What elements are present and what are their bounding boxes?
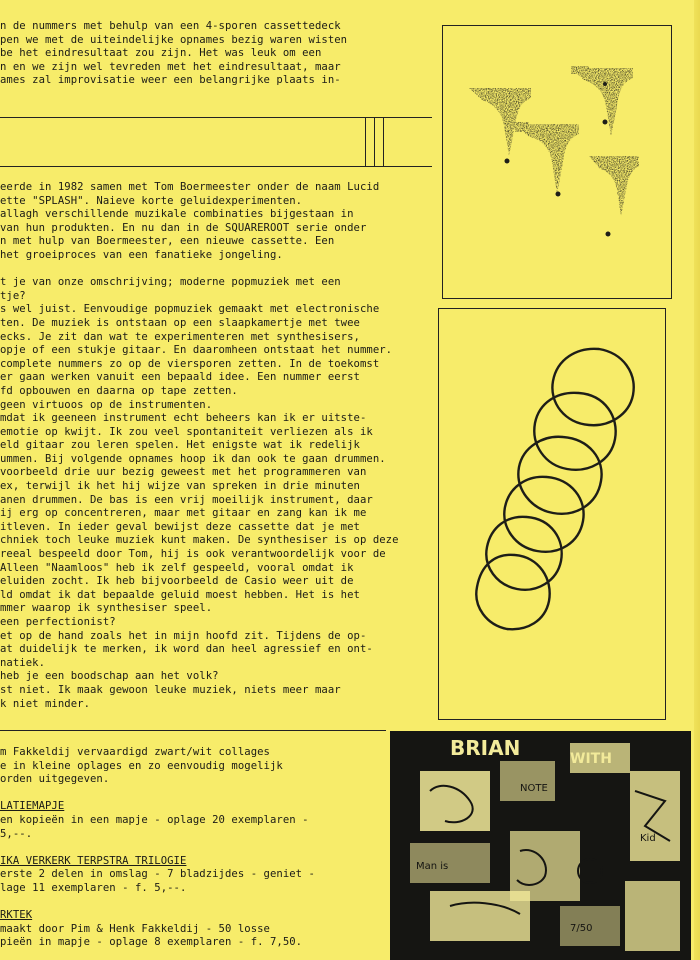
text-line: n en we zijn wel tevreden met het eindresultaat, maar bbox=[0, 60, 341, 73]
drawn-circle-1 bbox=[552, 349, 633, 425]
divider-top-line bbox=[0, 117, 432, 118]
drawn-circle-3 bbox=[518, 437, 601, 514]
text-line: ij erg op concentreren, maar met gitaar en zang kan ik me bbox=[0, 507, 367, 520]
collage-patch bbox=[500, 761, 555, 801]
text-line: het groeiproces van een fanatieke jongeling. bbox=[0, 248, 283, 261]
text-line: maakt door Pim & Henk Fakkeldij - 50 losse bbox=[0, 922, 270, 935]
text-line: van hun produkten. En nu dan in de SQUAREROOT serie onder bbox=[0, 221, 367, 234]
paper-edge bbox=[694, 0, 700, 960]
text-line: st niet. Ik maak gewoon leuke muziek, niets meer maar bbox=[0, 683, 341, 696]
text-line: s wel juist. Eenvoudige popmuziek gemaakt met electronische bbox=[0, 303, 380, 316]
text-line: ummen. Bij volgende opnames hoop ik dan ook te gaan drummen. bbox=[0, 452, 386, 465]
collage-patch bbox=[630, 771, 680, 861]
text-line: n met hulp van Boermeester, een nieuwe cassette. Een bbox=[0, 235, 335, 248]
text-line: e in kleine oplages en zo eenvoudig mogelijk bbox=[0, 759, 283, 772]
text-line: t je van onze omschrijving; moderne popmuziek met een bbox=[0, 276, 341, 289]
text-line: natiek. bbox=[0, 656, 45, 669]
text-line: fd opbouwen en daarna op tape zetten. bbox=[0, 384, 238, 397]
text-line: 5,--. bbox=[0, 827, 33, 840]
text-line: n de nummers met behulp van een 4-sporen cassettedeck bbox=[0, 20, 341, 32]
text-line: ex, terwijl ik het hij wijze van spreken in drie minuten bbox=[0, 480, 360, 493]
text-line bbox=[0, 841, 390, 855]
drawn-circle-2 bbox=[534, 393, 615, 470]
text-line: opje of een stukje gitaar. En daaromheen ontstaat het nummer. bbox=[0, 344, 393, 357]
text-line: pen we met de uiteindelijke opnames bezig waren wisten bbox=[0, 33, 348, 46]
intro-paragraph bbox=[0, 20, 432, 88]
text-line: en kopieën in een mapje - oplage 20 exemplaren - bbox=[0, 813, 309, 826]
circles-artwork bbox=[439, 309, 665, 719]
ink-dot bbox=[606, 232, 611, 237]
text-line: ecks. Je zit dan wat te experimenteren met synthesisers, bbox=[0, 330, 360, 343]
drawn-circle-6 bbox=[476, 555, 549, 629]
artwork-frame-stamps bbox=[442, 25, 672, 299]
text-line: pieën in mapje - oplage 8 exemplaren - f. 7,50. bbox=[0, 936, 303, 949]
collage-image bbox=[390, 731, 691, 960]
text-line: reeal bespeeld door Tom, hij is ook verantwoordelijk voor de bbox=[0, 548, 386, 561]
text-line: et op de hand zoals het in mijn hoofd zit. Tijdens de op- bbox=[0, 629, 367, 642]
text-line bbox=[0, 263, 432, 277]
text-line: heb je een boodschap aan het volk? bbox=[0, 670, 219, 683]
text-line: at duidelijk te merken, ik word dan heel agressief en ont- bbox=[0, 643, 373, 656]
text-line: anen drummen. De bas is een vrij moeilijk instrument, daar bbox=[0, 493, 373, 506]
text-line: IKA VERKERK TERPSTRA TRILOGIE bbox=[0, 854, 187, 867]
text-line: eluiden zocht. Ik heb bijvoorbeeld de Casio weer uit de bbox=[0, 575, 354, 588]
text-line: ames zal improvisatie weer een belangrijke plaats in- bbox=[0, 74, 341, 87]
collage-word: BRIAN bbox=[450, 736, 521, 760]
text-line bbox=[0, 787, 390, 801]
text-line: geen virtuoos op de instrumenten. bbox=[0, 398, 213, 411]
stamp-shape-3 bbox=[515, 124, 579, 194]
collage-word: Man is bbox=[416, 861, 449, 872]
text-line: ten. De muziek is ontstaan op een slaapkamertje met twee bbox=[0, 316, 360, 329]
text-line: eld gitaar zou leren spelen. Het enigste wat ik redelijk bbox=[0, 439, 360, 452]
stamp-shape-2 bbox=[571, 68, 633, 136]
ink-dot bbox=[603, 120, 608, 125]
text-line: tje? bbox=[0, 289, 26, 302]
collage-artwork bbox=[390, 731, 691, 960]
text-line: orden uitgegeven. bbox=[0, 773, 110, 786]
collage-word: 7/50 bbox=[570, 923, 593, 934]
collage-word: WITH bbox=[570, 751, 612, 767]
text-line: k niet minder. bbox=[0, 697, 90, 710]
artwork-frame-circles bbox=[438, 308, 666, 720]
stamp-artwork bbox=[443, 26, 671, 298]
ink-dot bbox=[505, 159, 510, 164]
text-line: er gaan werken vanuit een bepaald idee. Een nummer eerst bbox=[0, 371, 360, 384]
text-line: ette "SPLASH". Naieve korte geluidexperimenten. bbox=[0, 194, 303, 207]
text-line: complete nummers zo op de viersporen zetten. In de toekomst bbox=[0, 357, 380, 370]
text-line: RKTEK bbox=[0, 909, 33, 922]
stamp-block bbox=[571, 66, 589, 74]
drawn-circle-5 bbox=[486, 517, 561, 590]
ink-dot bbox=[603, 82, 607, 86]
collages-paragraph bbox=[0, 746, 390, 950]
text-line: lage 11 exemplaren - f. 5,--. bbox=[0, 881, 187, 894]
divider-bar-2 bbox=[374, 117, 375, 166]
text-line: mdat ik geeneen instrument echt beheers kan ik er uitste- bbox=[0, 412, 367, 425]
text-line bbox=[0, 896, 390, 910]
drawn-circle-4 bbox=[504, 477, 583, 552]
text-line: m Fakkeldij vervaardigd zwart/wit collages bbox=[0, 746, 270, 758]
text-line: be het eindresultaat zou zijn. Het was leuk om een bbox=[0, 47, 322, 60]
stamp-block bbox=[515, 122, 529, 132]
text-line: LATIEMAPJE bbox=[0, 800, 65, 813]
text-line: itleven. In ieder geval bewijst deze cassette dat je met bbox=[0, 520, 360, 533]
text-line: emotie op kwijt. Ik zou veel spontaniteit verliezen als ik bbox=[0, 425, 373, 438]
text-line: mmer waarop ik synthesiser speel. bbox=[0, 602, 213, 615]
section-divider bbox=[0, 730, 386, 731]
text-line: eerde in 1982 samen met Tom Boermeester onder de naam Lucid bbox=[0, 181, 380, 193]
text-line: erste 2 delen in omslag - 7 bladzijdes - geniet - bbox=[0, 868, 315, 881]
text-line: een perfectionist? bbox=[0, 616, 116, 628]
text-line: allagh verschillende muzikale combinaties bijgestaan in bbox=[0, 208, 354, 221]
text-line: voorbeeld drie uur bezig geweest met het programmeren van bbox=[0, 466, 367, 479]
divider-bar-1 bbox=[365, 117, 366, 166]
divider-bottom-line bbox=[0, 166, 432, 167]
collage-word: NOTE bbox=[520, 783, 548, 794]
collage-word: Kid bbox=[640, 833, 656, 844]
ink-dot bbox=[556, 192, 561, 197]
collage-patch bbox=[430, 891, 530, 941]
text-line: chniek toch leuke muziek kunt maken. De synthesiser is op deze bbox=[0, 534, 399, 547]
text-line: ld omdat ik dat bepaalde geluid moest hebben. Het is het bbox=[0, 588, 360, 601]
divider-bar-3 bbox=[383, 117, 384, 166]
stamp-shape-4 bbox=[589, 156, 639, 216]
text-line: Alleen "Naamloos" heb ik zelf gespeeld, vooral omdat ik bbox=[0, 561, 354, 574]
interview-paragraph bbox=[0, 181, 432, 711]
collage-patch bbox=[625, 881, 680, 951]
